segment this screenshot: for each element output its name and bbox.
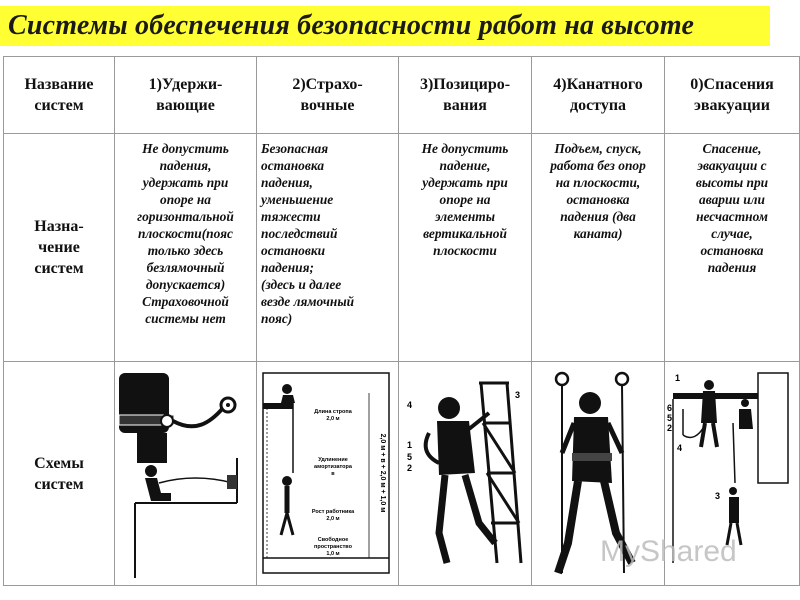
marker-3: 3 [715, 490, 721, 501]
marker-2: 2 [407, 462, 413, 473]
purpose-positioning: Не допустить падение, удержать при опоре на элементы вертикальной плоскости [399, 134, 532, 362]
label-space: Свободное пространство 1,0 м [314, 536, 352, 557]
label-total: 2,0 м + в + 2,0 м + 1,0 м [379, 433, 386, 512]
header-row [4, 57, 800, 134]
purpose-rescue: Спасение, эвакуации с высоты при аварии или несчастном случае, остановка падения [665, 134, 800, 362]
holding-system-illustration [115, 363, 255, 585]
page-title: Системы обеспечения безопасности работ на высоте [8, 10, 695, 41]
header-cell-name: Название систем [4, 57, 115, 134]
marker-4: 4 [407, 399, 413, 410]
header-cell-rescue: 0)Спасения эвакуации [665, 57, 800, 134]
purpose-fall-arrest: Безопасная остановка падения, уменьшение тяжести последствий остановки падения; (здесь и далее везде лямочный пояс) [257, 134, 399, 362]
purpose-holding: Не допустить падения, удержать при опоре на горизонтальной плоскости(пояс только здесь безлямочный допускается) Страховочной системы нет [115, 134, 257, 362]
label-height: Рост работника 2,0 м [311, 508, 355, 522]
marker-5: 5 [667, 412, 673, 423]
purpose-row [4, 134, 800, 362]
title-bar [0, 0, 800, 50]
schemes-label: Схемы систем [4, 362, 115, 586]
positioning-illustration [399, 363, 530, 585]
header-cell-rope-access: 4)Канатного доступа [532, 57, 665, 134]
fall-arrest-illustration [257, 363, 397, 585]
label-rope-text: Длина стропа 2,0 м [314, 408, 352, 422]
purpose-rope-access: Подъем, спуск, работа без опор на плоскости, остановка падения (два каната) [532, 134, 665, 362]
watermark-logo: MyShared [600, 535, 737, 568]
marker-3: 3 [515, 389, 521, 400]
header-cell-fall-arrest: 2)Страхо- вочные [257, 57, 399, 134]
marker-1: 1 [675, 372, 681, 383]
marker-2: 2 [667, 422, 673, 433]
label-absorber: Удлинение амортизатора в [314, 456, 352, 477]
marker-4: 4 [677, 442, 683, 453]
header-cell-positioning: 3)Позициро- вания [399, 57, 532, 134]
header-cell-holding: 1)Удержи- вающие [115, 57, 257, 134]
scheme-positioning [399, 362, 532, 586]
marker-6: 6 [667, 402, 673, 413]
purpose-label: Назна- чение систем [4, 134, 115, 362]
scheme-fall-arrest [257, 362, 399, 586]
marker-1: 1 [407, 439, 413, 450]
marker-5: 5 [407, 451, 413, 462]
scheme-holding [115, 362, 257, 586]
systems-table [3, 56, 800, 586]
